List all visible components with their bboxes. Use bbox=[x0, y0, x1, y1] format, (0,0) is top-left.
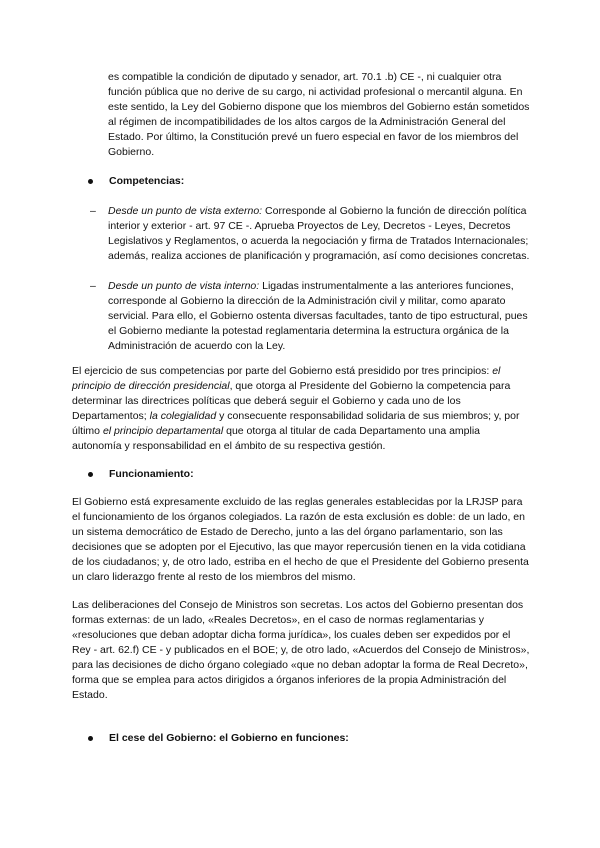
item-label: Desde un punto de vista externo: bbox=[108, 205, 263, 217]
list-item-text bbox=[108, 279, 530, 354]
principle-presidencial: el principio de dirección presidencial bbox=[72, 365, 501, 392]
funcionamiento-paragraph-1: El Gobierno está expresamente excluido de las reglas generales establecidas por la LRJSP para el funcionamiento de los órganos colegiados. La razón de esta exclusión es doble: de un lado, en un sistema democrático de Estado de Derecho, junto a las del órgano parlamentario, son las decisiones que se adopten por el Ejecutivo, las que mayor repercusión tienen en la vida cotidiana de los ciudadanos; y, de otro lado, estriba en el hecho de que el Presidente del Gobierno presenta un claro liderazgo frente al resto de los miembros del mismo. bbox=[72, 496, 529, 583]
funcionamiento-paragraph-2: Las deliberaciones del Consejo de Ministros son secretas. Los actos del Gobierno presentan dos formas externas: de un lado, «Reales Decretos», en el caso de normas reglamentarias y «resoluciones que deban adoptar dicha forma jurídica», los cuales deben ser expedidos por el Rey - art. 62.f) CE - y publicados en el BOE; y, de otro lado, «Acuerdos del Consejo de Ministros», para las decisiones de dicho órgano colegiado «que no deban adoptar la forma de Real Decreto», forma que se emplea para actos dirigidos a órganos inferiores de la propia Administración del Estado. bbox=[72, 599, 530, 701]
intro-paragraph: es compatible la condición de diputado y senador, art. 70.1 .b) CE -, ni cualquier otra función pública que no derive de su cargo, ni actividad profesional o mercantil alguna. En este sentido, la Ley del Gobierno dispone que los miembros del Gobierno están sometidos al régimen de incompatibilidades de los altos cargos de la Administración General del Estado. Por último, la Constitución prevé un fuero especial en favor de los miembros del Gobierno. bbox=[108, 71, 530, 158]
section-title: Competencias: bbox=[109, 175, 185, 187]
section-cese bbox=[88, 731, 349, 746]
dash-icon: – bbox=[90, 280, 96, 292]
section-title: El cese del Gobierno: el Gobierno en funciones: bbox=[109, 732, 349, 744]
section-funcionamiento bbox=[88, 467, 194, 482]
bullet-icon bbox=[88, 472, 93, 477]
item-body: Corresponde al Gobierno la función de dirección política interior y exterior - art. 97 CE -. Aprueba Proyectos de Ley, Decretos - Leyes, Decretos Legislativos y Reglamentos, o acuerda la negociación y firma de Tratados Internacionales; además, realiza acciones de planificación y programación, así como decisiones concretas. bbox=[108, 205, 530, 262]
bullet-icon bbox=[88, 736, 93, 741]
principle-departamental: el principio departamental bbox=[102, 425, 224, 437]
dash-icon: – bbox=[90, 205, 96, 217]
section-competencias bbox=[88, 174, 184, 189]
item-label: Desde un punto de vista interno: bbox=[108, 280, 260, 292]
section-title: Funcionamiento: bbox=[109, 468, 194, 480]
item-body: Ligadas instrumentalmente a las anteriores funciones, corresponde al Gobierno la dirección de la Administración civil y militar, como aparato servicial. Para ello, el Gobierno ostenta diversas facultades, tanto de tipo estructural, pues el Gobierno mediante la potestad reglamentaria determina la estructura orgánica de la Administración de acuerdo con la Ley. bbox=[108, 280, 528, 352]
principios-paragraph: El ejercicio de sus competencias por parte del Gobierno está presidido por tres principios: el principio de dirección presidencial, que otorga al Presidente del Gobierno la competencia para determinar las directrices políticas que deberá seguir el Gobierno y cada uno de los Departamentos; la colegialidad y consecuente responsabilidad solidaria de sus miembros; y, por último el principio departamental que otorga al titular de cada Departamento una amplia autonomía y responsabilidad en el ámbito de su respectiva gestión. bbox=[72, 365, 520, 452]
principle-colegialidad: la colegialidad bbox=[149, 410, 217, 422]
bullet-icon bbox=[88, 179, 93, 184]
list-item-text bbox=[108, 204, 530, 264]
